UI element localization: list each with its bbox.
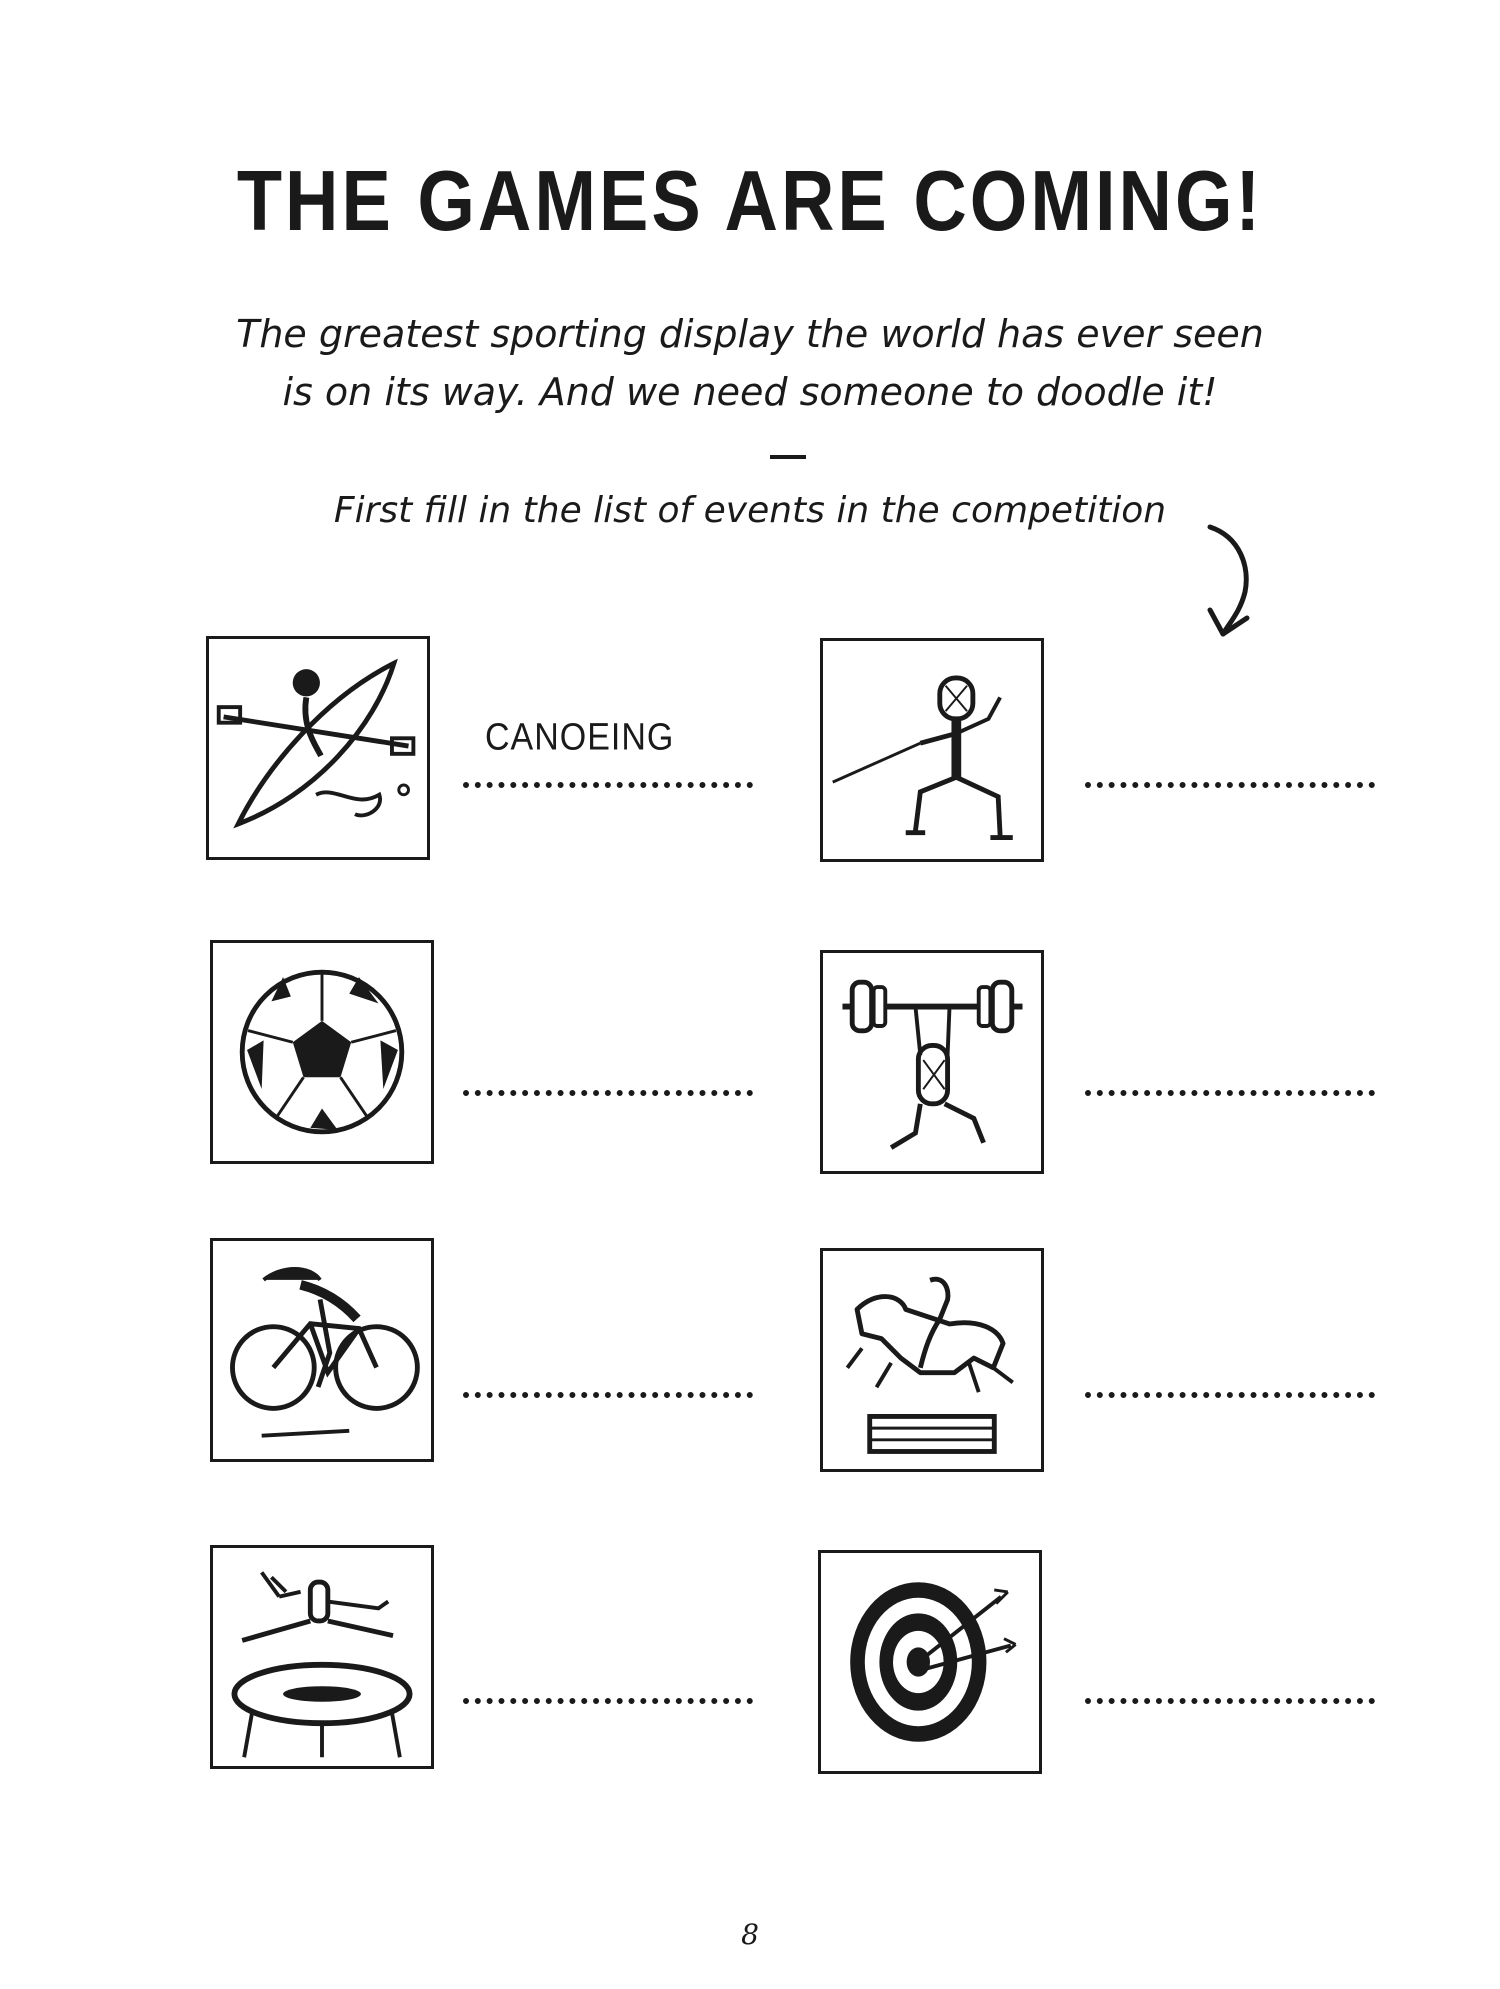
- page-number: 8: [741, 1918, 759, 1951]
- trampoline-icon: [213, 1548, 431, 1766]
- instruction-text: First fill in the list of events in the competition: [333, 490, 1167, 531]
- event-box-archery: [818, 1550, 1042, 1774]
- subtitle-line-1: The greatest sporting display the world has ever seen: [236, 312, 1264, 356]
- answer-line[interactable]: [463, 1090, 753, 1096]
- canoeing-icon: [209, 639, 427, 857]
- event-box-cycling: [210, 1238, 434, 1462]
- subtitle-line-2: is on its way. And we need someone to doodle it!: [282, 370, 1218, 414]
- answer-line[interactable]: [1085, 1698, 1375, 1704]
- event-box-equestrian: [820, 1248, 1044, 1472]
- page-title: THE GAMES ARE COMING!: [236, 152, 1264, 249]
- answer-text: CANOEING: [485, 715, 675, 759]
- event-box-football: [210, 940, 434, 1164]
- event-box-fencing: [820, 638, 1044, 862]
- answer-line[interactable]: [1085, 1090, 1375, 1096]
- answer-line[interactable]: [1085, 1392, 1375, 1398]
- weightlifting-icon: [823, 953, 1041, 1171]
- archery-icon: [821, 1553, 1039, 1771]
- event-box-weightlifting: [820, 950, 1044, 1174]
- answer-line[interactable]: [1085, 782, 1375, 788]
- event-box-canoeing: [206, 636, 430, 860]
- football-icon: [213, 943, 431, 1161]
- divider: [770, 455, 806, 459]
- event-box-trampoline: [210, 1545, 434, 1769]
- answer-line[interactable]: [463, 782, 753, 788]
- fencing-icon: [823, 641, 1041, 859]
- answer-line[interactable]: [463, 1698, 753, 1704]
- cycling-icon: [213, 1241, 431, 1459]
- answer-line[interactable]: [463, 1392, 753, 1398]
- arrow-down-icon: [1205, 522, 1265, 642]
- equestrian-icon: [823, 1251, 1041, 1469]
